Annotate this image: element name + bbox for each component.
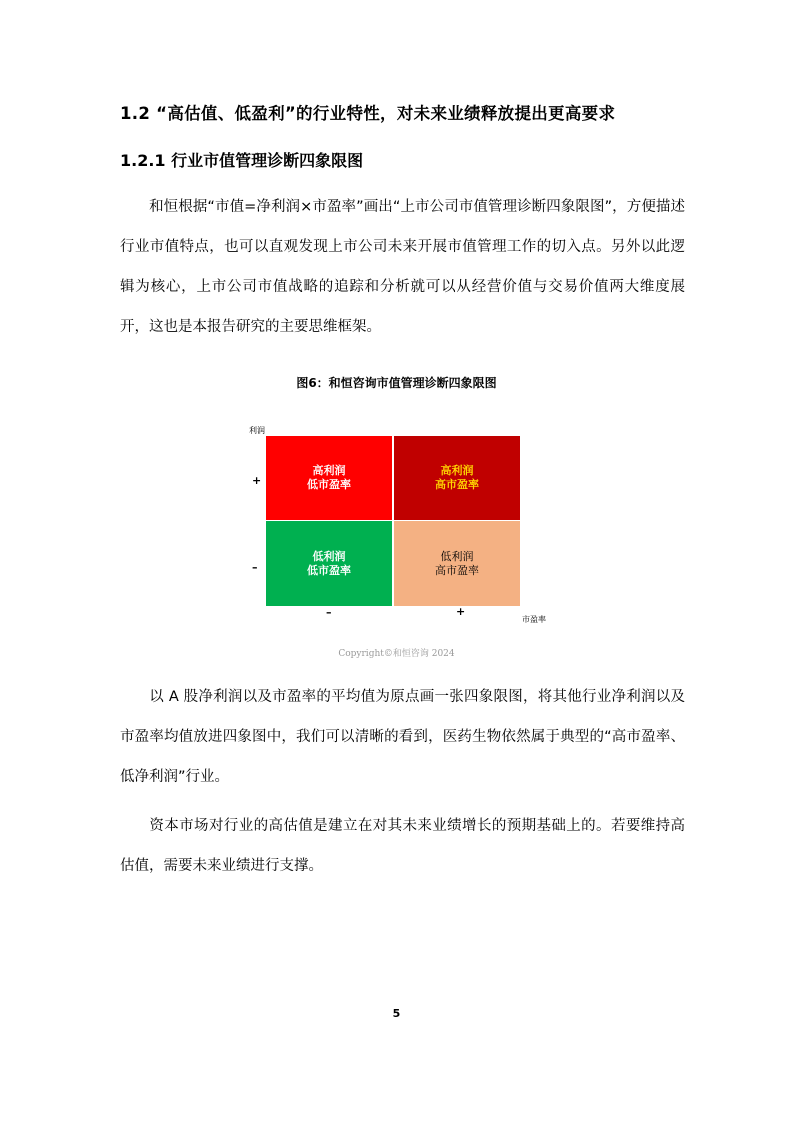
- x-axis-plus-sign: +: [456, 605, 466, 618]
- section-heading: 1.2 “高估值、低盈利”的行业特性，对未来业绩释放提出更高要求: [120, 104, 616, 123]
- figure-title: 图6：和恒咨询市值管理诊断四象限图: [296, 376, 497, 390]
- paragraph-conclusion-text: 资本市场对行业的高估值是建立在对其未来业绩增长的预期基础上的。若要维持高估值，需要未来业绩进行支撑。: [120, 818, 685, 874]
- quadrant-low-profit-high-pe: [394, 521, 520, 606]
- quadrant-label-line2: 高市盈率: [435, 563, 479, 577]
- quadrant-high-profit-high-pe: [394, 436, 520, 520]
- y-axis-minus-sign: –: [252, 561, 258, 574]
- quadrant-label-line1: 低利润: [312, 549, 346, 563]
- quadrant-low-profit-low-pe: [266, 521, 392, 606]
- paragraph-intro: [120, 187, 685, 347]
- paragraph-analysis: [120, 677, 685, 797]
- quadrant-label-line2: 低市盈率: [307, 478, 351, 491]
- y-axis-plus-sign: +: [252, 474, 262, 487]
- quadrant-high-profit-low-pe: [266, 436, 392, 520]
- quadrant-label-line2: 高市盈率: [435, 478, 479, 491]
- subsection-heading: 1.2.1 行业市值管理诊断四象限图: [120, 151, 364, 170]
- quadrant-label-line1: 高利润: [312, 464, 346, 477]
- quadrant-label-line1: 高利润: [440, 464, 474, 477]
- quadrant-label-line2: 低市盈率: [307, 563, 351, 577]
- paragraph-analysis-text: 以 A 股净利润以及市盈率的平均值为原点画一张四象限图，将其他行业净利润以及市盈率均值放进四象图中，我们可以清晰的看到，医药生物依然属于典型的“高市盈率、低净利润”行业。: [120, 689, 685, 785]
- y-axis-label: 利润: [249, 426, 265, 435]
- paragraph-intro-text: 和恒根据“市值=净利润×市盈率”画出“上市公司市值管理诊断四象限图”，方便描述行业市值特点，也可以直观发现上市公司未来开展市值管理工作的切入点。另外以此逻辑为核心，上市公司市值战略的追踪和分析就可以从经营价值与交易价值两大维度展开，这也是本报告研究的主要思维框架。: [120, 199, 685, 335]
- figure-copyright: Copyright©和恒咨询 2024: [338, 649, 455, 659]
- x-axis-label: 市盈率: [522, 615, 546, 624]
- quadrant-label-line1: 低利润: [440, 549, 474, 563]
- x-axis-minus-sign: –: [326, 606, 332, 619]
- page-number: 5: [392, 1007, 401, 1020]
- paragraph-conclusion: [120, 806, 685, 886]
